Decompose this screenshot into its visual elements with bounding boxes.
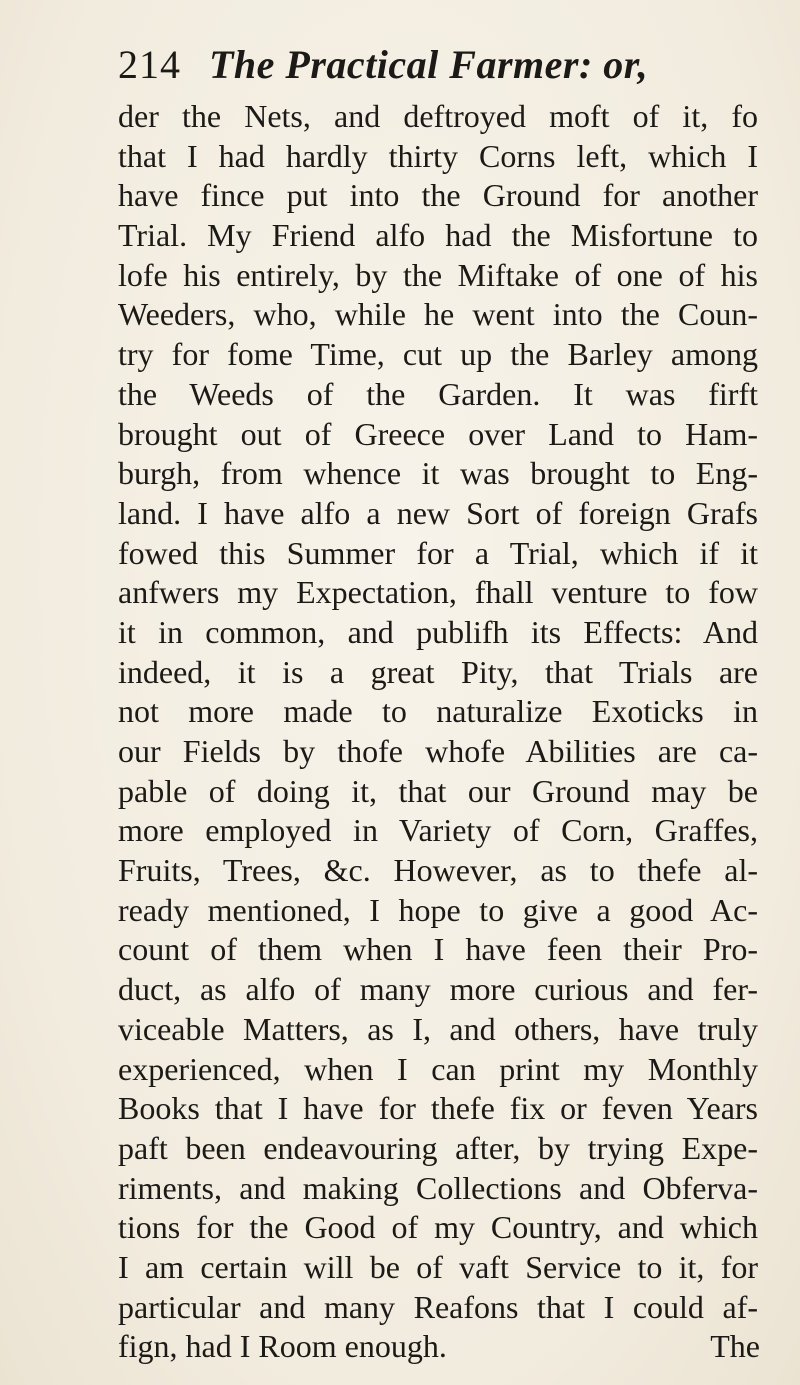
text-line: tions for the Good of my Country, and which (118, 1209, 758, 1246)
text-line: our Fields by thofe whofe Abilities are ca- (118, 733, 758, 769)
text-line: it in common, and publifh its Effects: And (118, 613, 758, 650)
catchword: The (710, 1328, 760, 1364)
text-line: I am certain will be of vaft Service to it, for (118, 1248, 758, 1285)
text-line: experienced, when I can print my Monthly (118, 1050, 758, 1087)
text-line: der the Nets, and deftroyed moft of it, fo (118, 98, 758, 134)
page-number: 214 (118, 42, 181, 87)
text-line: ready mentioned, I hope to give a good Ac- (118, 891, 758, 928)
text-line: fign, had I Room enough. (118, 1328, 447, 1365)
text-line: have fince put into the Ground for another (118, 177, 758, 214)
text-line: duct, as alfo of many more curious and fer- (118, 971, 758, 1008)
page-header (118, 40, 758, 90)
text-line: try for fome Time, cut up the Barley among (118, 336, 758, 373)
text-line: anfwers my Expectation, fhall venture to fow (118, 574, 758, 611)
text-line: count of them when I have feen their Pro- (118, 931, 758, 968)
body-text (118, 97, 758, 1367)
text-line: particular and many Reafons that I could af- (118, 1288, 758, 1325)
text-line: indeed, it is a great Pity, that Trials are (118, 653, 758, 690)
text-line: fowed this Summer for a Trial, which if it (118, 534, 758, 571)
text-line: brought out of Greece over Land to Ham- (118, 415, 758, 452)
text-line: Books that I have for thefe fix or feven Years (118, 1090, 758, 1127)
text-line: pable of doing it, that our Ground may be (118, 772, 758, 809)
running-title: The Practical Farmer: or, (209, 42, 649, 87)
text-line: burgh, from whence it was brought to Eng- (118, 455, 758, 492)
text-line: the Weeds of the Garden. It was firft (118, 375, 758, 412)
text-line: that I had hardly thirty Corns left, which I (118, 137, 758, 174)
text-line: paft been endeavouring after, by trying Expe- (118, 1129, 758, 1166)
text-line: Trial. My Friend alfo had the Misfortune to (118, 217, 758, 254)
text-line: Weeders, who, while he went into the Coun- (118, 296, 758, 333)
text-line: viceable Matters, as I, and others, have truly (118, 1010, 758, 1047)
text-line: riments, and making Collections and Obferva- (118, 1169, 758, 1206)
text-line: land. I have alfo a new Sort of foreign Grafs (118, 494, 758, 531)
text-line: lofe his entirely, by the Miftake of one of his (118, 256, 758, 293)
text-line: more employed in Variety of Corn, Graffes, (118, 812, 758, 849)
text-line: Fruits, Trees, &c. However, as to thefe al- (118, 852, 758, 889)
text-line: not more made to naturalize Exoticks in (118, 693, 758, 730)
